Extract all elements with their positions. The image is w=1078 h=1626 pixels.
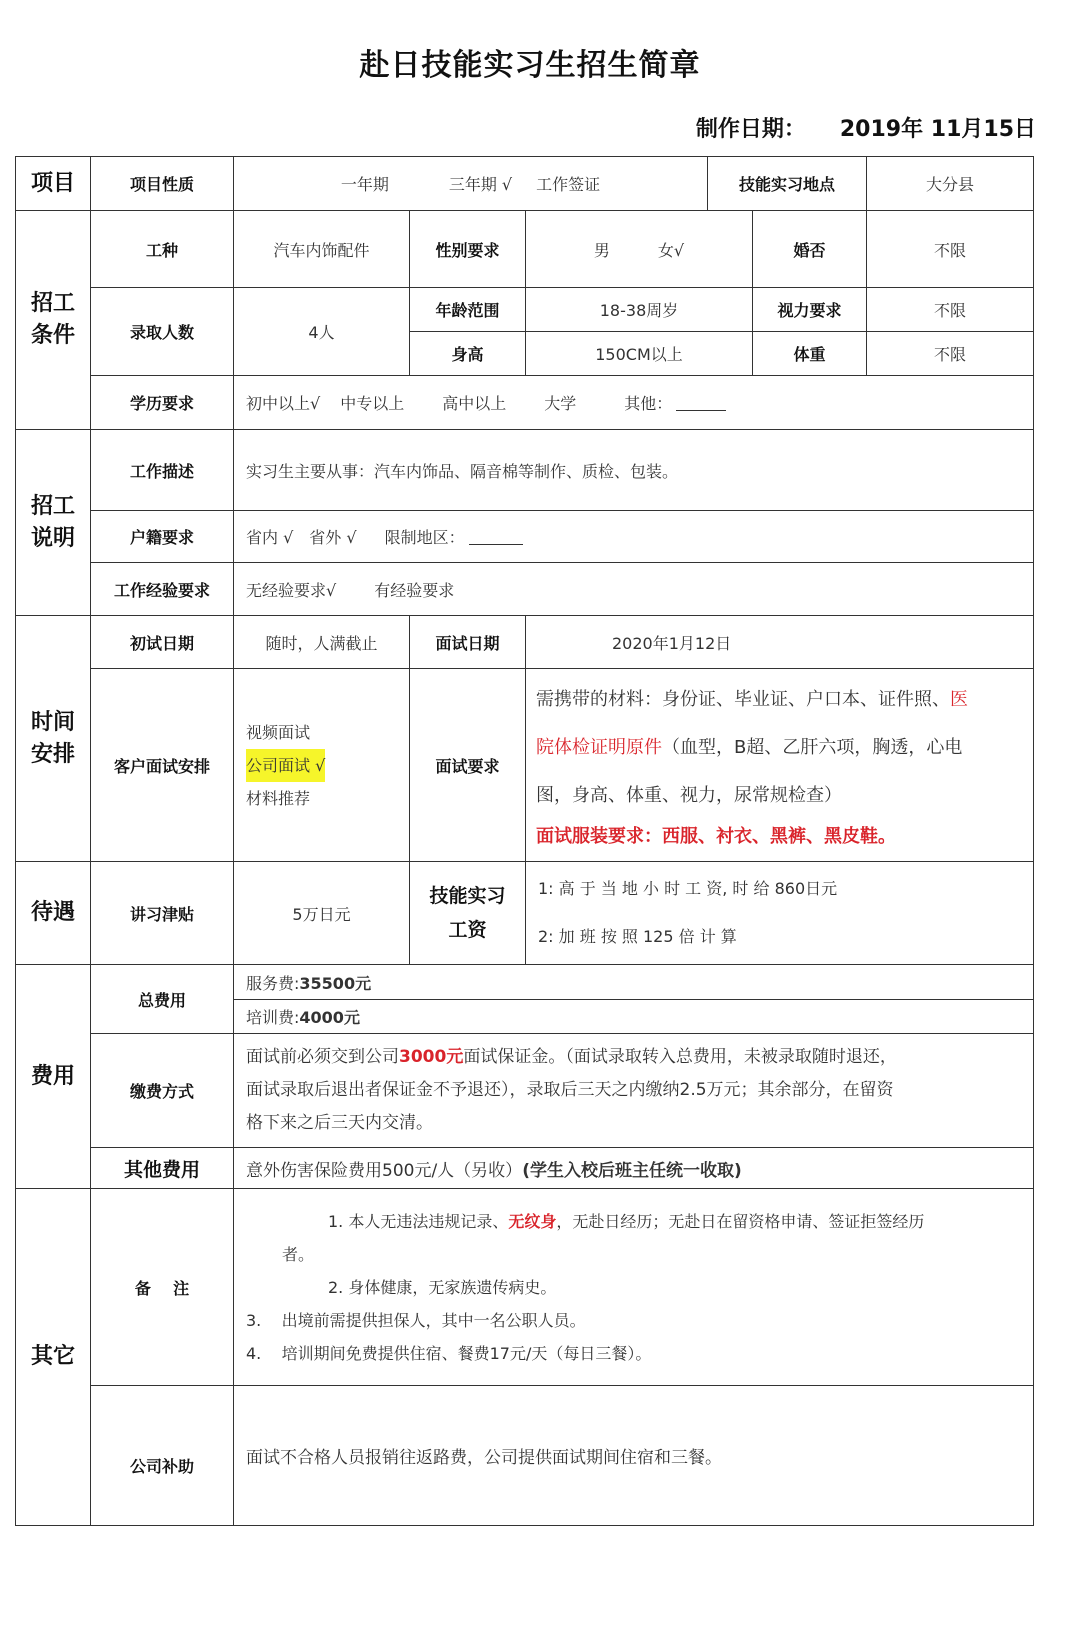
education-label: 学历要求 — [90, 375, 234, 430]
req-text-red: 院体检证明原件 — [536, 737, 662, 758]
payment-text: 面试保证金。（面试录取转入总费用，未被录取随时退还， — [463, 1047, 897, 1067]
edu-junior-high: 初中以上√ — [246, 394, 321, 413]
option-work-visa: 工作签证 — [536, 175, 601, 194]
weight-label: 体重 — [752, 331, 867, 376]
section-text-2: 条件 — [30, 323, 75, 348]
other-fee-value — [233, 1147, 1034, 1189]
section-project: 项目 — [15, 156, 91, 211]
project-nature-options — [233, 156, 708, 211]
wage-details — [525, 861, 1034, 965]
req-text: 需携带的材料：身份证、毕业证、户口本、证件照、 — [536, 689, 950, 710]
interview-req-label: 面试要求 — [409, 668, 526, 862]
gender-male: 男 — [593, 240, 610, 260]
section-text-2: 安排 — [30, 741, 75, 767]
training-fee — [233, 999, 1034, 1034]
note-3: 3. 出境前需提供担保人，其中一名公职人员。 — [246, 1310, 586, 1330]
req-text: （血型，B超、乙肝六项，胸透，心电 — [662, 737, 963, 758]
note-1-cont: 者。 — [282, 1244, 315, 1264]
req-line-2 — [536, 724, 962, 772]
section-recruit-conditions — [15, 210, 91, 430]
date-value: 2019年 11月15日 — [839, 117, 1036, 142]
height-label: 身高 — [409, 331, 526, 376]
note-text: 1. 本人无违法违规记录、 — [328, 1211, 509, 1231]
service-fee-value: 35500元 — [299, 973, 372, 993]
wage-line-1: 1: 高 于 当 地 小 时 工 资, 时 给 860日元 — [538, 879, 838, 898]
section-text-1: 招工 — [30, 493, 75, 519]
note-1 — [246, 1205, 924, 1238]
education-options — [233, 375, 1034, 430]
edu-technical: 中专以上 — [340, 394, 405, 413]
marital-label: 婚否 — [752, 210, 867, 288]
hukou-out-province: 省外 √ — [309, 528, 357, 547]
age-label: 年龄范围 — [409, 287, 526, 332]
section-others: 其它 — [15, 1188, 91, 1526]
interview-date-label: 面试日期 — [409, 615, 526, 669]
edu-university: 大学 — [544, 394, 577, 413]
section-benefits: 待遇 — [15, 861, 91, 965]
payment-line-1 — [246, 1041, 897, 1074]
creation-date — [696, 112, 1036, 143]
gender-label: 性别要求 — [409, 210, 526, 288]
experience-label: 工作经验要求 — [90, 562, 234, 616]
option-video-interview: 视频面试 — [246, 722, 311, 742]
wage-line-2: 2: 加 班 按 照 125 倍 计 算 — [538, 927, 737, 946]
note-text: ，无赴日经历；无赴日在留资格申请、签证拒签经历 — [556, 1211, 925, 1231]
section-recruit-description — [15, 429, 91, 616]
section-text-1: 时间 — [30, 709, 75, 735]
client-interview-label: 客户面试安排 — [90, 668, 234, 862]
height-value: 150CM以上 — [525, 331, 753, 376]
hukou-options — [233, 510, 1034, 563]
work-desc-label: 工作描述 — [90, 429, 234, 511]
notes-label: 备 注 — [90, 1188, 234, 1386]
section-text-2: 说明 — [30, 525, 75, 551]
total-fee-label: 总费用 — [90, 964, 234, 1034]
weight-value: 不限 — [866, 331, 1034, 376]
hukou-in-province: 省内 √ — [246, 528, 294, 547]
section-schedule — [15, 615, 91, 862]
vision-label: 视力要求 — [752, 287, 867, 332]
hukou-label: 户籍要求 — [90, 510, 234, 563]
service-fee-label: 服务费: — [246, 973, 300, 993]
option-company-interview: 公司面试 √ — [246, 749, 325, 782]
req-line-3: 图，身高、体重、视力，尿常规检查） — [536, 785, 842, 806]
interview-date-value: 2020年1月12日 — [525, 615, 1034, 669]
edu-other: 其他： — [624, 394, 673, 413]
payment-label: 缴费方式 — [90, 1033, 234, 1148]
section-fees: 费用 — [15, 964, 91, 1189]
notes — [233, 1188, 1034, 1386]
job-type-value: 汽车内饰配件 — [233, 210, 410, 288]
exp-required: 有经验要求 — [374, 580, 455, 600]
hukou-restricted: 限制地区： — [384, 528, 465, 547]
document-title: 赴日技能实习生招生简章 — [359, 48, 701, 83]
allowance-label: 讲习津贴 — [90, 861, 234, 965]
section-text-1: 招工 — [30, 291, 75, 316]
req-text-red: 医 — [950, 689, 968, 710]
vision-value: 不限 — [866, 287, 1034, 332]
subsidy-label: 公司补助 — [90, 1385, 234, 1526]
headcount-value: 4人 — [233, 287, 410, 376]
blank-line — [469, 528, 523, 545]
no-tattoo: 无纹身 — [508, 1211, 557, 1231]
first-test-label: 初试日期 — [90, 615, 234, 669]
option-three-year: 三年期 √ — [448, 175, 513, 194]
location-label: 技能实习地点 — [707, 156, 867, 211]
note-2: 2. 身体健康，无家族遗传病史。 — [328, 1277, 557, 1297]
interview-requirements — [525, 668, 1034, 862]
training-fee-value: 4000元 — [299, 1008, 360, 1027]
payment-text: 面试前必须交到公司 — [246, 1047, 399, 1067]
option-material-recommendation: 材料推荐 — [246, 788, 311, 808]
first-test-value: 随时，人满截止 — [233, 615, 410, 669]
location-value: 大分县 — [866, 156, 1034, 211]
gender-female: 女√ — [657, 240, 685, 260]
work-desc-value: 实习生主要从事：汽车内饰品、隔音棉等制作、质检、包装。 — [233, 429, 1034, 511]
wage-label — [409, 861, 526, 965]
project-nature-label: 项目性质 — [90, 156, 234, 211]
edu-senior-high: 高中以上 — [442, 394, 507, 413]
date-label: 制作日期： — [695, 117, 806, 142]
deposit-amount: 3000元 — [399, 1047, 464, 1067]
note-4: 4. 培训期间免费提供住宿、餐费17元/天（每日三餐）。 — [246, 1343, 652, 1363]
insurance-collection-note: (学生入校后班主任统一收取) — [522, 1160, 742, 1181]
payment-line-3: 格下来之后三天内交清。 — [246, 1113, 433, 1133]
req-line-1 — [536, 676, 968, 724]
allowance-value: 5万日元 — [233, 861, 410, 965]
training-fee-label: 培训费: — [246, 1008, 300, 1027]
gender-options — [525, 210, 753, 288]
exp-none: 无经验要求√ — [246, 580, 337, 600]
service-fee — [233, 964, 1034, 1000]
client-interview-options — [233, 668, 410, 862]
experience-options — [233, 562, 1034, 616]
other-fee-label: 其他费用 — [90, 1147, 234, 1189]
req-line-4: 面试服装要求：西服、衬衣、黑裤、黑皮鞋。 — [536, 826, 896, 847]
wage-label-1: 技能实习 — [429, 885, 506, 907]
wage-label-2: 工资 — [448, 919, 487, 941]
age-value: 18-38周岁 — [525, 287, 753, 332]
payment-method — [233, 1033, 1034, 1148]
blank-line — [676, 394, 726, 411]
headcount-label: 录取人数 — [90, 287, 234, 376]
job-type-label: 工种 — [90, 210, 234, 288]
payment-line-2: 面试录取后退出者保证金不予退还），录取后三天之内缴纳2.5万元；其余部分，在留资 — [246, 1080, 894, 1100]
marital-value: 不限 — [866, 210, 1034, 288]
insurance-fee: 意外伤害保险费用500元/人（另收） — [246, 1160, 523, 1181]
option-one-year: 一年期 — [340, 175, 389, 194]
subsidy-value: 面试不合格人员报销往返路费，公司提供面试期间住宿和三餐。 — [233, 1385, 1034, 1526]
